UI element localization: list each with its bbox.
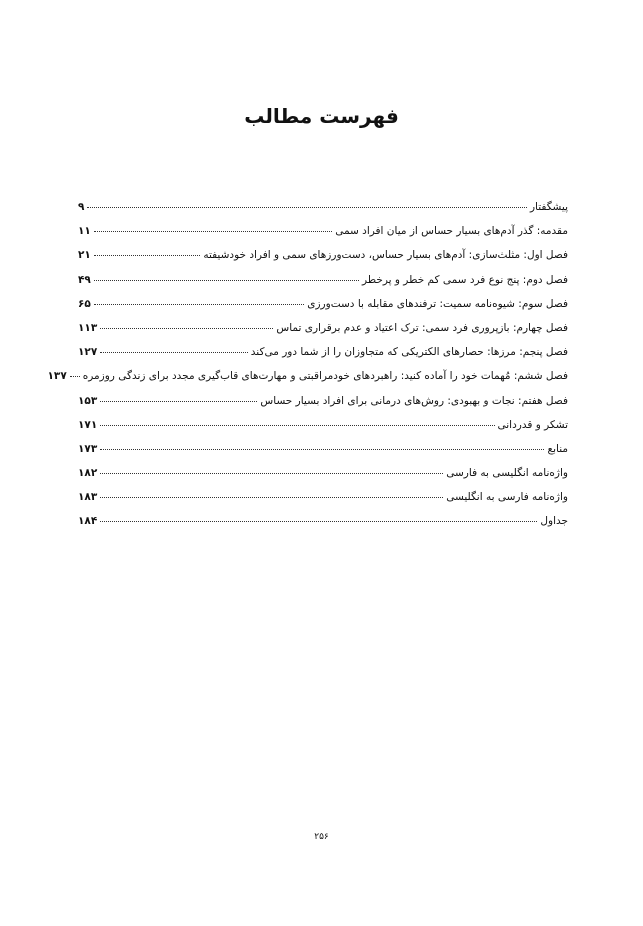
toc-entry-label: منابع bbox=[547, 442, 568, 455]
toc-entry-chapter-5 bbox=[78, 344, 568, 368]
toc-entry-page: ۱۷۳ bbox=[78, 442, 98, 455]
toc-entry-chapter-2 bbox=[78, 272, 568, 296]
toc-leader-dots bbox=[100, 352, 248, 353]
toc-entry-page: ۱۷۱ bbox=[78, 418, 98, 431]
toc-entry-page: ۱۲۷ bbox=[78, 346, 98, 359]
toc-entry-glossary-fa-en bbox=[78, 489, 568, 513]
toc-leader-dots bbox=[94, 231, 332, 232]
toc-entry-label: تشکر و قدردانی bbox=[497, 418, 568, 431]
toc-entry-chapter-3 bbox=[78, 296, 568, 320]
toc-entry-label: فصل هفتم: نجات و بهبودی: روش‌های درمانی برای افراد بسیار حساس bbox=[260, 394, 568, 407]
toc-entry-page: ۱۸۲ bbox=[78, 467, 98, 480]
toc-leader-dots bbox=[100, 473, 443, 474]
toc-leader-dots bbox=[100, 521, 537, 522]
toc-entry-chapter-4 bbox=[78, 320, 568, 344]
toc-leader-dots bbox=[94, 304, 304, 305]
toc-entry-page: ۶۵ bbox=[78, 297, 91, 310]
toc-leader-dots bbox=[94, 280, 359, 281]
toc-leader-dots bbox=[100, 328, 273, 329]
toc-entry-label: واژه‌نامه فارسی به انگلیسی bbox=[446, 491, 568, 504]
toc-entry-introduction bbox=[78, 223, 568, 247]
toc-leader-dots bbox=[70, 376, 80, 377]
toc-entry-label: واژه‌نامه انگلیسی به فارسی bbox=[446, 467, 568, 480]
toc-entry-acknowledgments bbox=[78, 417, 568, 441]
toc-entry-page: ۲۱ bbox=[78, 249, 91, 262]
toc-entry-label: فصل چهارم: بازپروری فرد سمی: ترک اعتیاد و عدم برقراری تماس bbox=[276, 321, 568, 334]
page-number: ۲۵۶ bbox=[314, 832, 329, 842]
table-of-contents bbox=[47, 199, 568, 538]
page-title: فهرست مطالب bbox=[244, 104, 399, 128]
toc-entry-page: ۱۱۳ bbox=[78, 321, 98, 334]
toc-entry-chapter-1 bbox=[78, 247, 568, 271]
toc-entry-label: فصل پنجم: مرزها: حصارهای الکتریکی که متجاوزان را از شما دور می‌کند bbox=[250, 346, 568, 359]
toc-entry-label: فصل دوم: پنج نوع فرد سمی کم خطر و پرخطر bbox=[361, 273, 568, 286]
toc-entry-page: ۱۳۷ bbox=[47, 370, 67, 383]
toc-entry-page: ۹ bbox=[78, 201, 85, 213]
toc-entry-foreword bbox=[78, 199, 568, 223]
toc-entry-page: ۱۱ bbox=[78, 225, 91, 238]
toc-leader-dots bbox=[94, 255, 200, 256]
toc-entry-page: ۱۵۳ bbox=[78, 394, 98, 407]
toc-leader-dots bbox=[100, 425, 494, 426]
toc-leader-dots bbox=[87, 207, 527, 208]
toc-entry-chapter-7 bbox=[78, 393, 568, 417]
toc-entry-label: جداول bbox=[540, 515, 568, 528]
toc-entry-label: پیشگفتار bbox=[529, 201, 568, 213]
toc-leader-dots bbox=[100, 497, 443, 498]
toc-entry-tables bbox=[78, 513, 568, 537]
toc-entry-page: ۱۸۴ bbox=[78, 515, 98, 528]
toc-entry-label: فصل ششم: مُهمات خود را آماده کنید: راهبردهای خودمراقبتی و مهارت‌های قاب‌گیری مجدد برای زندگی روزمره bbox=[82, 370, 568, 383]
toc-leader-dots bbox=[100, 401, 257, 402]
toc-leader-dots bbox=[100, 449, 544, 450]
toc-entry-label: مقدمه: گذر آدم‌های بسیار حساس از میان افراد سمی bbox=[335, 225, 568, 238]
toc-entry-label: فصل سوم: شیوه‌نامه سمیت: ترفندهای مقابله با دست‌ورزی bbox=[307, 297, 568, 310]
toc-entry-glossary-en-fa bbox=[78, 465, 568, 489]
toc-entry-page: ۱۸۳ bbox=[78, 491, 98, 504]
toc-entry-references bbox=[78, 441, 568, 465]
toc-entry-chapter-6 bbox=[47, 368, 568, 392]
toc-entry-page: ۴۹ bbox=[78, 273, 91, 286]
toc-entry-label: فصل اول: مثلث‌سازی: آدم‌های بسیار حساس، دست‌ورزهای سمی و افراد خودشیفته bbox=[203, 249, 568, 262]
